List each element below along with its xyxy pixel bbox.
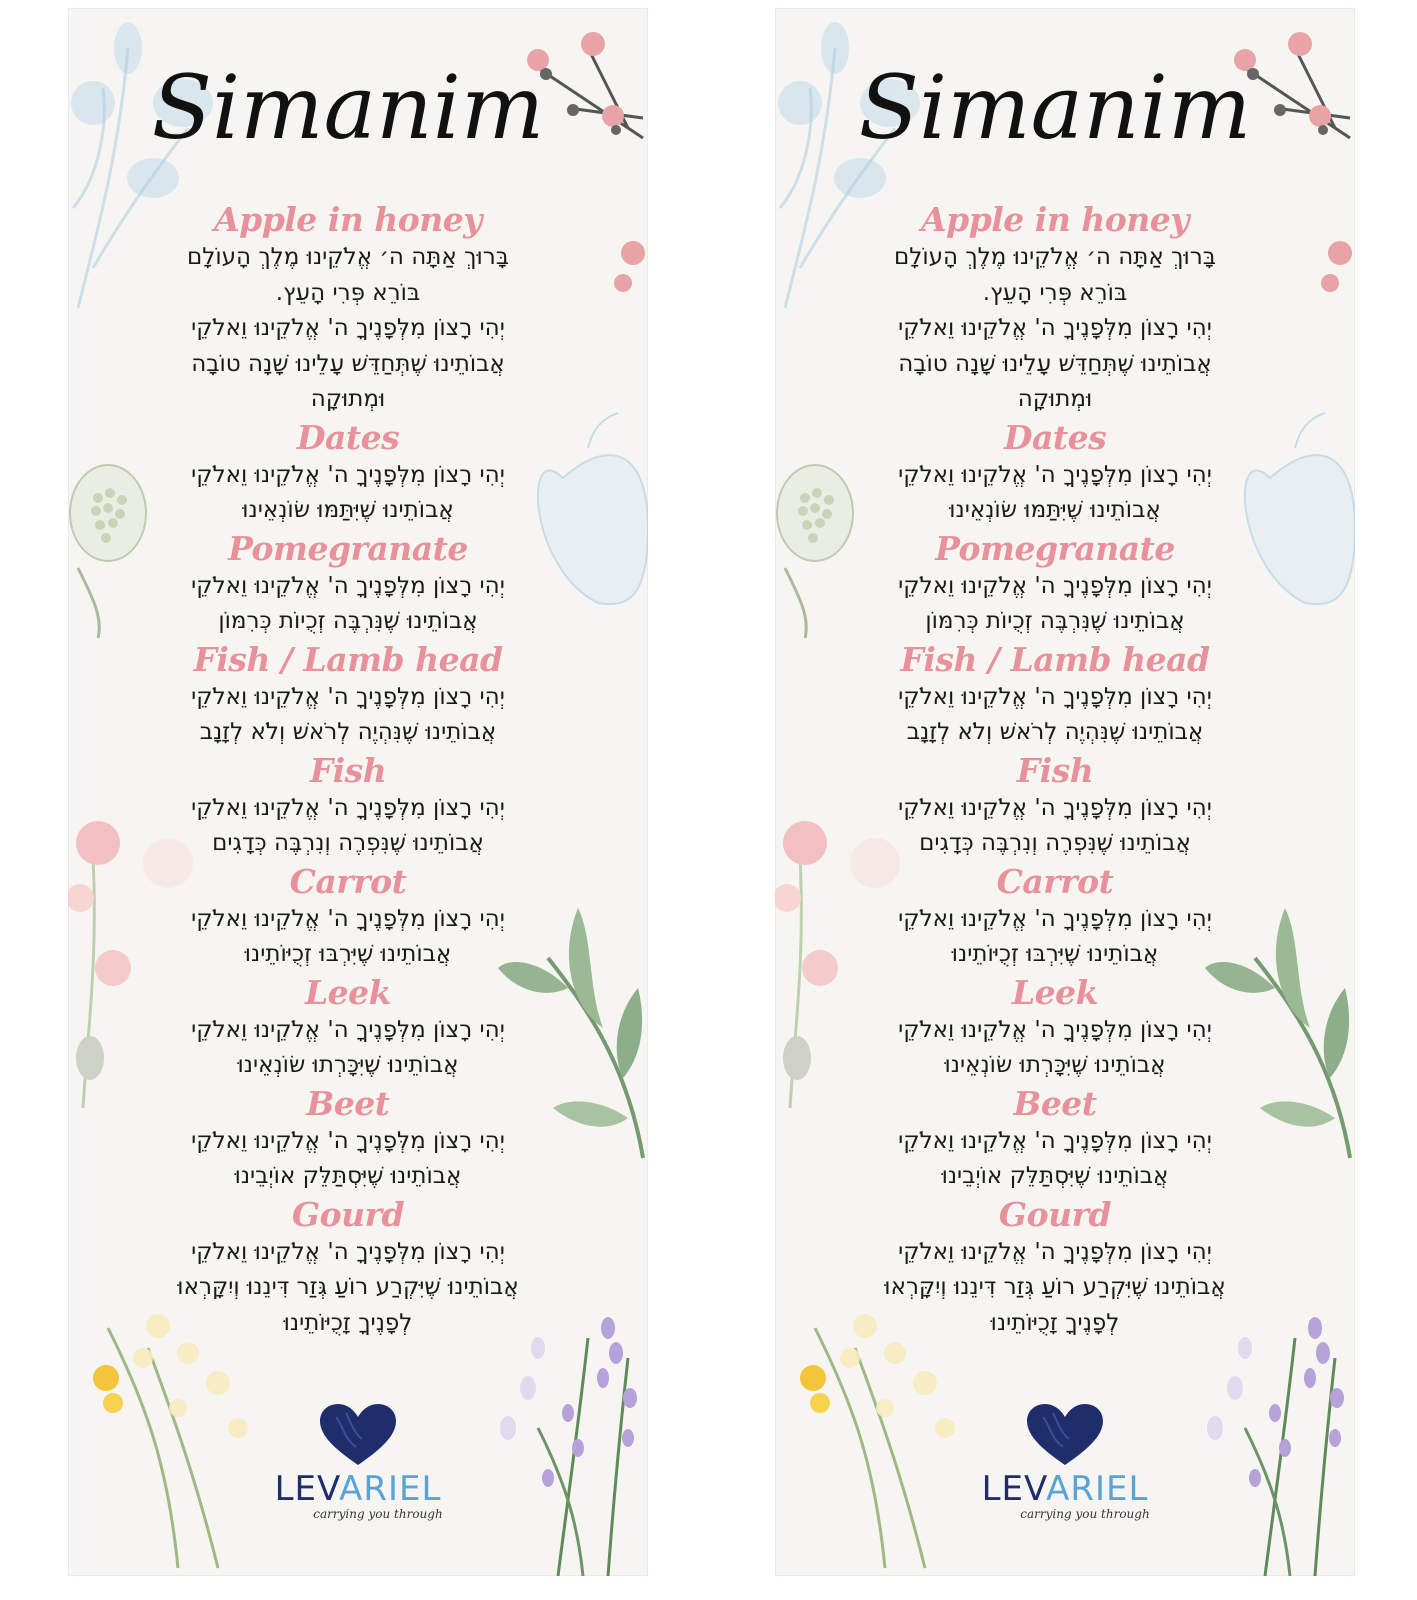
- blessing-text: [855, 1013, 1255, 1084]
- blessing-line: יְהִי רָצוֹן מִלְּפָנֶיךָ ה' אֱלֹקֵינוּ וֵאלֹקֵי: [898, 572, 1212, 599]
- blessing-line: יְהִי רָצוֹן מִלְּפָנֶיךָ ה' אֱלֹקֵינוּ וֵאלֹקֵי: [898, 315, 1212, 341]
- logo-tagline: carrying you through: [313, 1507, 443, 1521]
- section-title: Apple in honey: [214, 200, 482, 239]
- blessing-line: וּמְתוּקָה: [1017, 386, 1093, 412]
- blessing-text: [855, 680, 1255, 751]
- blessing-line: לְפָנֶיךָ זָכֻיּוֹתֵינוּ: [283, 1309, 413, 1336]
- blessing-line: יְהִי רָצוֹן מִלְּפָנֶיךָ ה' אֱלֹקֵינוּ וֵאלֹקֵי: [898, 683, 1212, 710]
- blessing-text: [855, 1235, 1255, 1342]
- blessing-line: יְהִי רָצוֹן מִלְּפָנֶיךָ ה' אֱלֹקֵינוּ וֵאלֹקֵי: [898, 794, 1212, 821]
- section-title: Fish / Lamb head: [193, 639, 503, 679]
- blessing-text: [855, 1124, 1255, 1195]
- blessing-text: [855, 902, 1255, 973]
- blessing-line: אֲבוֹתֵינוּ שֶׁיִּכָּרְתוּ שׂוֹנְאֵינוּ: [944, 1052, 1166, 1078]
- heart-icon: [318, 1403, 398, 1467]
- blessing-line: יְהִי רָצוֹן מִלְּפָנֶיךָ ה' אֱלֹקֵינוּ וֵאלֹקֵי: [898, 1016, 1212, 1043]
- blessing-line: אֲבוֹתֵינוּ שֶׁנִּרְבֶּה זְכֻיוֹת כְּרִמּוֹן: [218, 608, 478, 634]
- blessing-line: בּוֹרֵא פְּרִי הָעֵץ.: [275, 279, 421, 306]
- blessing-line: אֲבוֹתֵינוּ שֶׁיִּקְרַע רוֹעַ גְּזַר דִּינֵנוּ וְיִקָּרְאוּ: [884, 1274, 1226, 1300]
- logo-tagline: carrying you through: [1020, 1507, 1150, 1521]
- blessing-text: [148, 1013, 548, 1084]
- blessing-line: אֲבוֹתֵינוּ שֶׁיִּתַּמּוּ שׂוֹנְאֵינוּ: [242, 497, 454, 523]
- blessings-list: [855, 200, 1255, 1341]
- section-title: Pomegranate: [228, 528, 468, 568]
- section-title: Leek: [304, 972, 392, 1012]
- logo-wordmark: [775, 1469, 1355, 1509]
- section-title: Fish / Lamb head: [900, 639, 1210, 679]
- blessing-line: אֲבוֹתֵינוּ שֶׁנִּפְרֶה וְנִרְבֶּה כְּדָגִים: [212, 830, 484, 856]
- section-title: Dates: [296, 417, 400, 457]
- section-title: Carrot: [289, 861, 407, 901]
- blessing-line: לְפָנֶיךָ זָכֻיּוֹתֵינוּ: [990, 1309, 1120, 1336]
- logo-lev: LEV: [981, 1469, 1047, 1509]
- blessing-text: [148, 458, 548, 529]
- section-title: Pomegranate: [935, 528, 1175, 568]
- blessing-line: בּוֹרֵא פְּרִי הָעֵץ.: [982, 279, 1128, 306]
- blessing-line: יְהִי רָצוֹן מִלְּפָנֶיךָ ה' אֱלֹקֵינוּ וֵאלֹקֵי: [191, 1016, 505, 1043]
- blessing-line: אֲבוֹתֵינוּ שֶׁיִּכָּרְתוּ שׂוֹנְאֵינוּ: [237, 1052, 459, 1078]
- card-title: [138, 30, 558, 190]
- section-title: Gourd: [998, 1194, 1112, 1234]
- bookmark-card-right: [775, 8, 1355, 1576]
- blessing-line: יְהִי רָצוֹן מִלְּפָנֶיךָ ה' אֱלֹקֵינוּ וֵאלֹקֵי: [191, 683, 505, 710]
- blessing-line: אֲבוֹתֵינוּ שֶׁנִּרְבֶּה זְכֻיוֹת כְּרִמּוֹן: [925, 608, 1185, 634]
- blessing-line: אֲבוֹתֵינוּ שֶׁנִּפְרֶה וְנִרְבֶּה כְּדָגִים: [919, 830, 1191, 856]
- blessing-text: [148, 902, 548, 973]
- blessing-text: [148, 680, 548, 751]
- blessing-line: יְהִי רָצוֹן מִלְּפָנֶיךָ ה' אֱלֹקֵינוּ וֵאלֹקֵי: [191, 461, 505, 488]
- heart-icon: [1025, 1403, 1105, 1467]
- blessing-text: [148, 240, 548, 418]
- blessing-line: אֲבוֹתֵינוּ שֶׁנִּהְיֶה לְרֹאשׁ וְלֹא לְזָנָב: [199, 719, 497, 745]
- blessing-text: [148, 791, 548, 862]
- section-title: Beet: [306, 1083, 390, 1123]
- logo-ariel: ARIEL: [339, 1469, 442, 1509]
- blessing-line: יְהִי רָצוֹן מִלְּפָנֶיךָ ה' אֱלֹקֵינוּ וֵאלֹקֵי: [191, 1238, 505, 1265]
- blessings-list: [148, 200, 548, 1341]
- blessing-line: אֲבוֹתֵינוּ שֶׁתְּחַדֵּשׁ עָלֵינוּ שָׁנָה טוֹבָה: [191, 350, 505, 377]
- blessing-line: בָּרוּךְ אַתָּה ה׳ אֱלֹקֵינוּ מֶלֶךְ הָעוֹלָם: [186, 244, 509, 270]
- section-title: Apple in honey: [921, 200, 1189, 239]
- blessing-line: אֲבוֹתֵינוּ שֶׁיִּקְרַע רוֹעַ גְּזַר דִּינֵנוּ וְיִקָּרְאוּ: [177, 1274, 519, 1300]
- blessing-line: יְהִי רָצוֹן מִלְּפָנֶיךָ ה' אֱלֹקֵינוּ וֵאלֹקֵי: [898, 1127, 1212, 1154]
- blessing-text: [855, 791, 1255, 862]
- section-title: Dates: [1003, 417, 1107, 457]
- blessing-line: אֲבוֹתֵינוּ שֶׁיִּסְתַּלֵּק אוֹיְבֵינוּ: [234, 1163, 462, 1189]
- blessing-text: [148, 1235, 548, 1342]
- blessing-line: יְהִי רָצוֹן מִלְּפָנֶיךָ ה' אֱלֹקֵינוּ וֵאלֹקֵי: [898, 461, 1212, 488]
- blessing-text: [855, 569, 1255, 640]
- blessing-line: וּמְתוּקָה: [310, 386, 386, 412]
- blessing-line: אֲבוֹתֵינוּ שֶׁיִּסְתַּלֵּק אוֹיְבֵינוּ: [941, 1163, 1169, 1189]
- blessing-line: יְהִי רָצוֹן מִלְּפָנֶיךָ ה' אֱלֹקֵינוּ וֵאלֹקֵי: [191, 905, 505, 932]
- section-title: Beet: [1013, 1083, 1097, 1123]
- blessing-line: יְהִי רָצוֹן מִלְּפָנֶיךָ ה' אֱלֹקֵינוּ וֵאלֹקֵי: [191, 315, 505, 341]
- blessing-line: יְהִי רָצוֹן מִלְּפָנֶיךָ ה' אֱלֹקֵינוּ וֵאלֹקֵי: [898, 1238, 1212, 1265]
- blessing-line: יְהִי רָצוֹן מִלְּפָנֶיךָ ה' אֱלֹקֵינוּ וֵאלֹקֵי: [191, 572, 505, 599]
- blessing-line: יְהִי רָצוֹן מִלְּפָנֶיךָ ה' אֱלֹקֵינוּ וֵאלֹקֵי: [191, 794, 505, 821]
- blessing-text: [148, 569, 548, 640]
- blessing-line: אֲבוֹתֵינוּ שֶׁתְּחַדֵּשׁ עָלֵינוּ שָׁנָה טוֹבָה: [898, 350, 1212, 377]
- section-title: Fish: [309, 750, 387, 790]
- section-title: Leek: [1011, 972, 1099, 1012]
- section-title: Fish: [1016, 750, 1094, 790]
- section-title: Carrot: [996, 861, 1114, 901]
- blessing-text: [148, 1124, 548, 1195]
- card-title: [845, 30, 1265, 190]
- svg-text:Simanim: Simanim: [151, 56, 545, 159]
- blessing-text: [855, 240, 1255, 418]
- logo-lev: LEV: [274, 1469, 340, 1509]
- svg-text:Simanim: Simanim: [858, 56, 1252, 159]
- lev-ariel-logo: [68, 1403, 648, 1521]
- logo-wordmark: [68, 1469, 648, 1509]
- blessing-line: בָּרוּךְ אַתָּה ה׳ אֱלֹקֵינוּ מֶלֶךְ הָעוֹלָם: [893, 244, 1216, 270]
- lev-ariel-logo: [775, 1403, 1355, 1521]
- blessing-line: אֲבוֹתֵינוּ שֶׁיִּרְבּוּ זְכֻיּוֹתֵינוּ: [244, 941, 452, 967]
- blessing-line: יְהִי רָצוֹן מִלְּפָנֶיךָ ה' אֱלֹקֵינוּ וֵאלֹקֵי: [898, 905, 1212, 932]
- section-title: Gourd: [291, 1194, 405, 1234]
- blessing-line: אֲבוֹתֵינוּ שֶׁנִּהְיֶה לְרֹאשׁ וְלֹא לְזָנָב: [906, 719, 1204, 745]
- blessing-line: יְהִי רָצוֹן מִלְּפָנֶיךָ ה' אֱלֹקֵינוּ וֵאלֹקֵי: [191, 1127, 505, 1154]
- blessing-line: אֲבוֹתֵינוּ שֶׁיִּרְבּוּ זְכֻיּוֹתֵינוּ: [951, 941, 1159, 967]
- logo-ariel: ARIEL: [1046, 1469, 1149, 1509]
- blessing-line: אֲבוֹתֵינוּ שֶׁיִּתַּמּוּ שׂוֹנְאֵינוּ: [949, 497, 1161, 523]
- blessing-text: [855, 458, 1255, 529]
- bookmark-card-left: [68, 8, 648, 1576]
